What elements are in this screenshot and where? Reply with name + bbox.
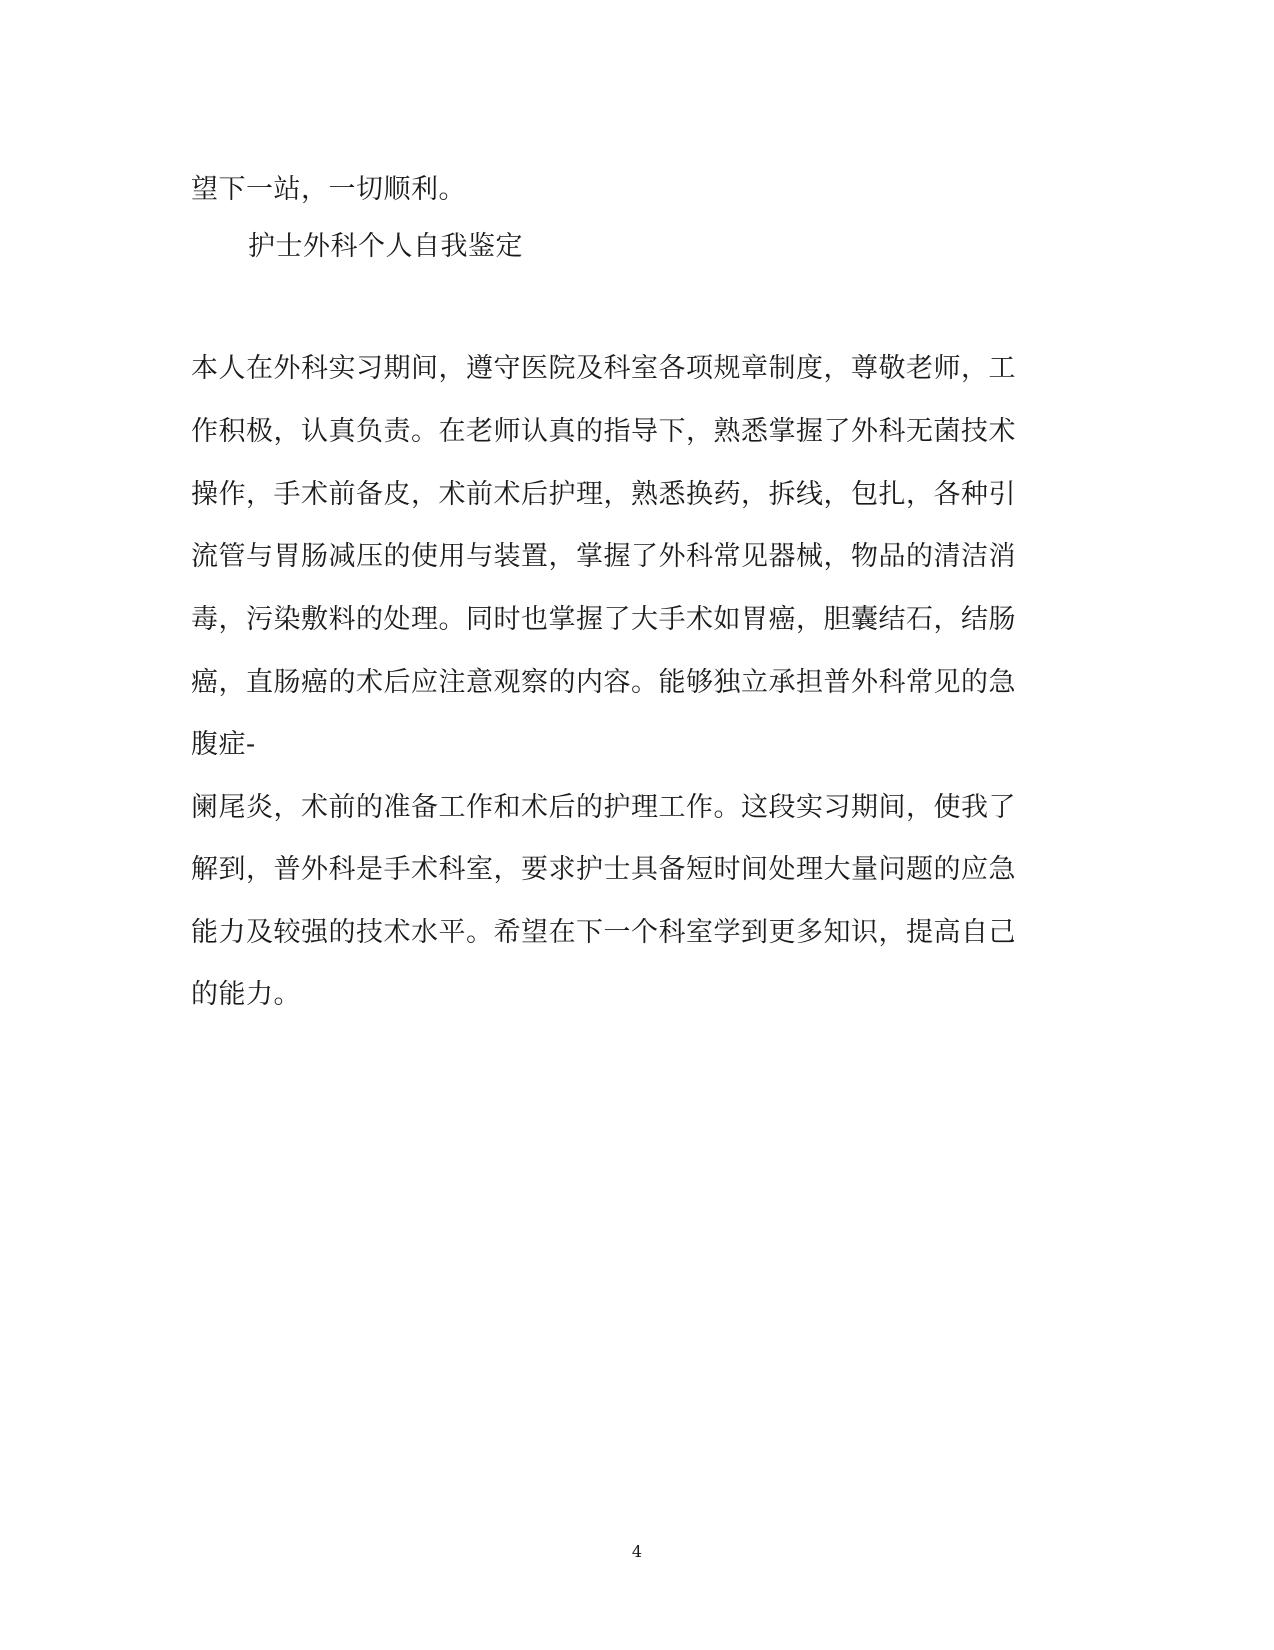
paragraph-line: 流管与胃肠减压的使用与装置，掌握了外科常见器械，物品的清洁消 (191, 541, 1016, 572)
continued-line: 望下一站，一切顺利。 (191, 174, 466, 205)
paragraph-line: 毒，污染敷料的处理。同时也掌握了大手术如胃癌，胆囊结石，结肠 (191, 604, 1016, 635)
paragraph-line: 本人在外科实习期间，遵守医院及科室各项规章制度，尊敬老师，工 (191, 353, 1016, 384)
paragraph-line: 解到，普外科是手术科室，要求护士具备短时间处理大量问题的应急 (191, 854, 1016, 885)
paragraph-line: 癌，直肠癌的术后应注意观察的内容。能够独立承担普外科常见的急 (191, 667, 1016, 698)
paragraph-line: 作积极，认真负责。在老师认真的指导下，熟悉掌握了外科无菌技术 (191, 416, 1016, 447)
paragraph-line: 腹症- (191, 729, 256, 760)
paragraph-line: 操作，手术前备皮，术前术后护理，熟悉换药，拆线，包扎，各种引 (191, 479, 1016, 510)
section-heading: 护士外科个人自我鉴定 (248, 231, 523, 262)
paragraph-line: 阑尾炎，术前的准备工作和术后的护理工作。这段实习期间，使我了 (191, 792, 1016, 823)
paragraph-line: 的能力。 (191, 979, 301, 1010)
page-number: 4 (631, 1542, 643, 1561)
paragraph-line: 能力及较强的技术水平。希望在下一个科室学到更多知识，提高自己 (191, 917, 1016, 948)
